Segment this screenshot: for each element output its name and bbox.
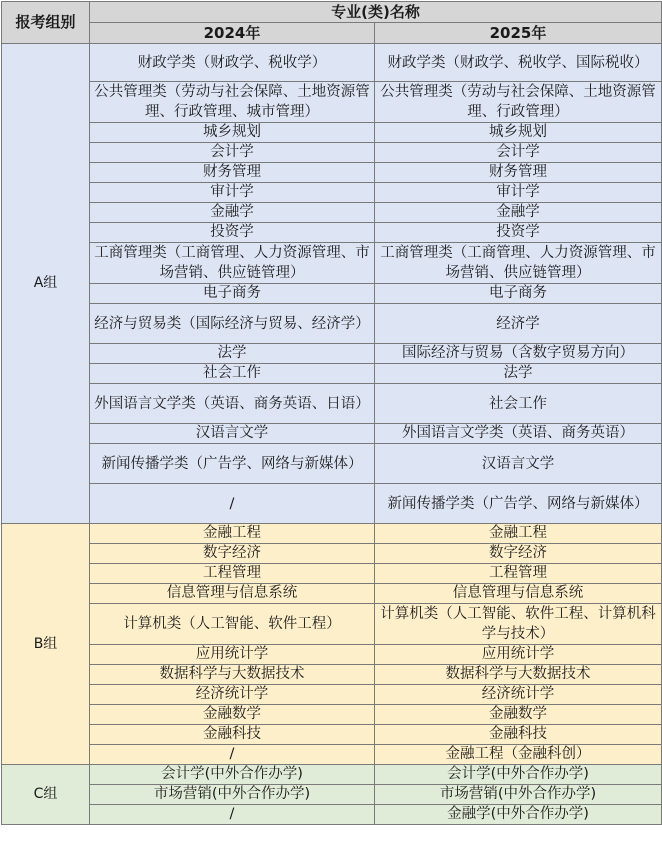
major-2025-cell: 汉语言文学: [375, 444, 662, 484]
major-2024-cell: 金融学: [90, 203, 375, 223]
major-2024-cell: 会计学: [90, 143, 375, 163]
major-comparison-table: [1, 1, 662, 825]
major-2025-cell: 金融学(中外合作办学): [375, 805, 662, 825]
table-row: [2, 665, 662, 685]
major-2024-cell: /: [90, 484, 375, 524]
major-2024-cell: 汉语言文学: [90, 424, 375, 444]
major-2025-cell: 财务管理: [375, 163, 662, 183]
table-row: [2, 564, 662, 584]
major-2025-cell: 新闻传播学类（广告学、网络与新媒体）: [375, 484, 662, 524]
major-2024-cell: 投资学: [90, 223, 375, 243]
table-row: [2, 424, 662, 444]
major-2024-cell: 审计学: [90, 183, 375, 203]
major-2025-cell: 金融学: [375, 203, 662, 223]
major-2025-cell: 投资学: [375, 223, 662, 243]
major-2025-cell: 公共管理类（劳动与社会保障、土地资源管理、行政管理）: [375, 82, 662, 123]
major-2025-cell: 国际经济与贸易（含数字贸易方向）: [375, 344, 662, 364]
table-row: [2, 304, 662, 344]
table-row: [2, 484, 662, 524]
major-2025-cell: 电子商务: [375, 284, 662, 304]
major-2024-cell: /: [90, 745, 375, 765]
table-row: [2, 765, 662, 785]
table-row: [2, 544, 662, 564]
group-header: 报考组别: [2, 2, 90, 44]
header-row-2: [2, 23, 662, 44]
major-2024-cell: 会计学(中外合作办学): [90, 765, 375, 785]
major-2025-cell: 金融科技: [375, 725, 662, 745]
table-row: [2, 123, 662, 143]
major-2024-cell: 经济与贸易类（国际经济与贸易、经济学）: [90, 304, 375, 344]
major-2024-cell: 数据科学与大数据技术: [90, 665, 375, 685]
major-2025-cell: 财政学类（财政学、税收学、国际税收）: [375, 44, 662, 82]
table-row: [2, 725, 662, 745]
table-row: [2, 243, 662, 284]
major-2024-cell: 财务管理: [90, 163, 375, 183]
group-label: C组: [2, 765, 90, 825]
major-2025-cell: 外国语言文学类（英语、商务英语）: [375, 424, 662, 444]
year-2024-header: 2024年: [90, 23, 375, 44]
major-2024-cell: 工商管理类（工商管理、人力资源管理、市场营销、供应链管理）: [90, 243, 375, 284]
table-row: [2, 444, 662, 484]
major-2025-cell: 经济学: [375, 304, 662, 344]
group-label: B组: [2, 524, 90, 765]
table-row: [2, 284, 662, 304]
major-2024-cell: 市场营销(中外合作办学): [90, 785, 375, 805]
major-2024-cell: 金融科技: [90, 725, 375, 745]
table-row: [2, 785, 662, 805]
table-row: [2, 223, 662, 243]
table-row: [2, 203, 662, 223]
table-row: [2, 344, 662, 364]
major-2025-cell: 社会工作: [375, 384, 662, 424]
major-2025-cell: 金融工程: [375, 524, 662, 544]
header-row-1: [2, 2, 662, 23]
major-2024-cell: 金融数学: [90, 705, 375, 725]
major-2025-cell: 信息管理与信息系统: [375, 584, 662, 604]
major-2025-cell: 金融工程（金融科创）: [375, 745, 662, 765]
major-header: 专业(类)名称: [90, 2, 662, 23]
major-2024-cell: 外国语言文学类（英语、商务英语、日语）: [90, 384, 375, 424]
table-row: [2, 584, 662, 604]
major-2024-cell: 财政学类（财政学、税收学）: [90, 44, 375, 82]
major-2025-cell: 会计学: [375, 143, 662, 163]
major-2025-cell: 市场营销(中外合作办学): [375, 785, 662, 805]
major-2024-cell: /: [90, 805, 375, 825]
year-2025-header: 2025年: [375, 23, 662, 44]
table-row: [2, 604, 662, 645]
group-label: A组: [2, 44, 90, 524]
major-2024-cell: 公共管理类（劳动与社会保障、土地资源管理、行政管理、城市管理）: [90, 82, 375, 123]
table-row: [2, 82, 662, 123]
major-2025-cell: 应用统计学: [375, 645, 662, 665]
table-row: [2, 524, 662, 544]
major-2025-cell: 金融数学: [375, 705, 662, 725]
table-row: [2, 745, 662, 765]
major-2024-cell: 金融工程: [90, 524, 375, 544]
major-2024-cell: 数字经济: [90, 544, 375, 564]
major-2025-cell: 数字经济: [375, 544, 662, 564]
table-row: [2, 685, 662, 705]
major-2024-cell: 新闻传播学类（广告学、网络与新媒体）: [90, 444, 375, 484]
major-2024-cell: 信息管理与信息系统: [90, 584, 375, 604]
table-row: [2, 384, 662, 424]
table-row: [2, 44, 662, 82]
major-2024-cell: 经济统计学: [90, 685, 375, 705]
table-row: [2, 645, 662, 665]
major-2024-cell: 工程管理: [90, 564, 375, 584]
table-row: [2, 364, 662, 384]
major-2025-cell: 工商管理类（工商管理、人力资源管理、市场营销、供应链管理）: [375, 243, 662, 284]
major-2024-cell: 社会工作: [90, 364, 375, 384]
table-row: [2, 705, 662, 725]
major-2025-cell: 法学: [375, 364, 662, 384]
table-row: [2, 183, 662, 203]
major-2025-cell: 数据科学与大数据技术: [375, 665, 662, 685]
major-2024-cell: 电子商务: [90, 284, 375, 304]
major-2025-cell: 经济统计学: [375, 685, 662, 705]
table-row: [2, 805, 662, 825]
major-2025-cell: 计算机类（人工智能、软件工程、计算机科学与技术）: [375, 604, 662, 645]
table-row: [2, 163, 662, 183]
table-row: [2, 143, 662, 163]
major-2024-cell: 应用统计学: [90, 645, 375, 665]
major-2025-cell: 城乡规划: [375, 123, 662, 143]
major-2025-cell: 工程管理: [375, 564, 662, 584]
major-2025-cell: 审计学: [375, 183, 662, 203]
major-2024-cell: 法学: [90, 344, 375, 364]
major-2024-cell: 城乡规划: [90, 123, 375, 143]
major-2024-cell: 计算机类（人工智能、软件工程）: [90, 604, 375, 645]
major-2025-cell: 会计学(中外合作办学): [375, 765, 662, 785]
